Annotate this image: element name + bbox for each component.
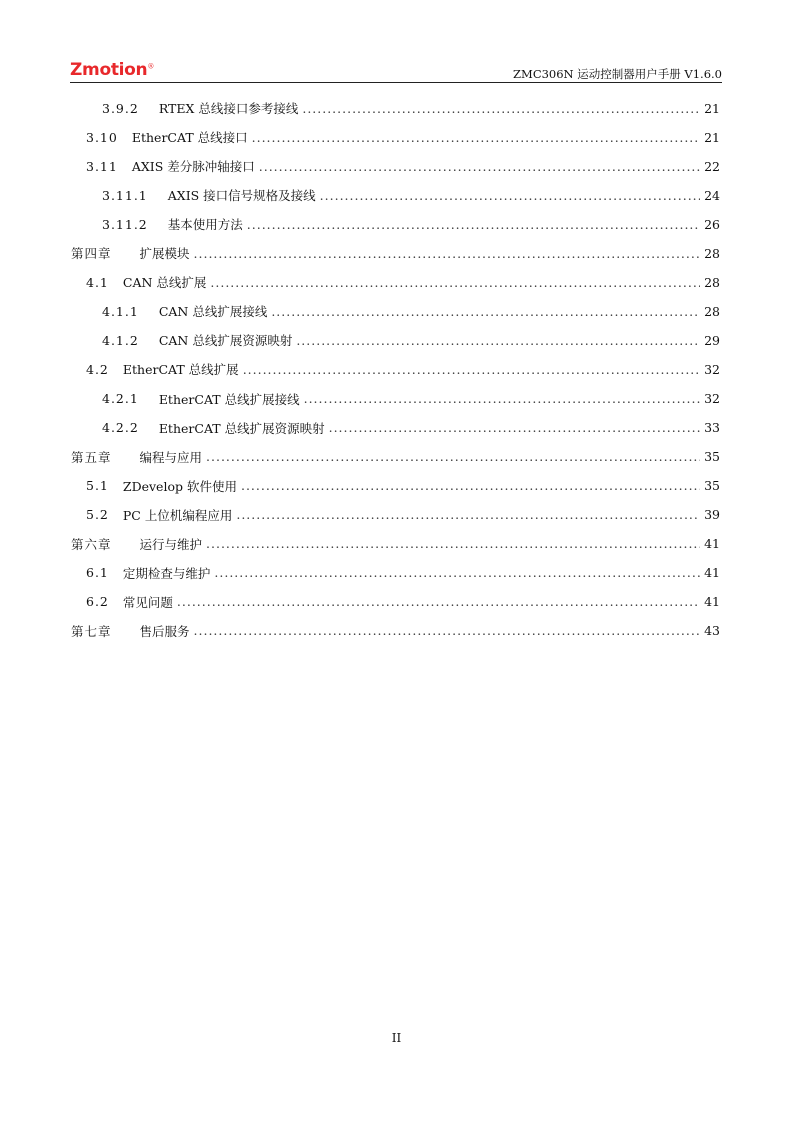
toc-entry[interactable] — [71, 617, 720, 645]
toc-entry-page: 22 — [704, 158, 720, 174]
toc-entry-number: 4.1 — [86, 274, 109, 290]
toc-entry[interactable] — [86, 472, 720, 500]
toc-dot-leader — [247, 217, 700, 232]
toc-entry[interactable] — [102, 210, 720, 238]
toc-entry-number: 第六章 — [71, 536, 112, 552]
toc-entry[interactable] — [86, 588, 720, 616]
toc-entry[interactable] — [86, 501, 720, 529]
toc-entry-number: 3.9.2 — [102, 100, 139, 116]
toc-entry-title: CAN 总线扩展资源映射 — [158, 333, 293, 349]
toc-entry-title: PC 上位机编程应用 — [122, 507, 233, 523]
toc-entry-page: 33 — [704, 420, 720, 436]
toc-entry[interactable] — [86, 559, 720, 587]
toc-entry-number: 3.11.1 — [102, 187, 148, 203]
toc-entry-page: 28 — [704, 274, 720, 290]
toc-entry-title: CAN 总线扩展接线 — [158, 304, 268, 320]
toc-dot-leader — [304, 391, 700, 406]
toc-entry-page: 32 — [704, 391, 720, 406]
toc-dot-leader — [206, 536, 700, 551]
toc-dot-leader — [329, 420, 700, 435]
zmotion-logo — [70, 60, 154, 80]
toc-dot-leader — [296, 333, 700, 348]
toc-entry[interactable] — [86, 123, 720, 151]
toc-entry-page: 24 — [704, 187, 720, 203]
toc-entry[interactable] — [86, 268, 720, 296]
toc-entry-number: 4.1.2 — [102, 332, 139, 348]
toc-entry-page: 28 — [704, 303, 720, 319]
toc-entry[interactable] — [86, 152, 720, 180]
toc-entry-number: 4.2.2 — [102, 420, 139, 436]
registered-mark: ® — [147, 62, 155, 71]
toc-entry-page: 35 — [704, 478, 720, 494]
toc-entry-title: EtherCAT 总线扩展 — [122, 362, 239, 378]
toc-entry-title: AXIS 差分脉冲轴接口 — [131, 159, 255, 175]
toc-entry-number: 4.2 — [86, 361, 109, 377]
toc-entry-number: 5.1 — [86, 478, 109, 494]
toc-entry-number: 3.10 — [86, 129, 118, 145]
toc-dot-leader — [194, 246, 700, 261]
toc-dot-leader — [206, 449, 700, 464]
toc-entry-title: 售后服务 — [139, 623, 190, 639]
toc-dot-leader — [271, 304, 700, 319]
toc-entry-number: 6.1 — [86, 565, 109, 581]
toc-entry-title: 编程与应用 — [139, 449, 203, 465]
logo-text: Zmotion — [70, 60, 148, 80]
toc-dot-leader — [241, 478, 700, 493]
toc-entry-page: 41 — [704, 536, 720, 552]
toc-entry-number: 第四章 — [71, 246, 112, 262]
toc-entry-title: EtherCAT 总线扩展接线 — [158, 391, 300, 407]
toc-entry[interactable] — [102, 297, 720, 325]
toc-entry-page: 28 — [704, 245, 720, 261]
toc-entry-page: 26 — [704, 216, 720, 232]
toc-entry-page: 21 — [704, 100, 720, 116]
toc-dot-leader — [320, 188, 700, 203]
toc-entry-page: 21 — [704, 129, 720, 145]
toc-entry-title: ZDevelop 软件使用 — [122, 478, 237, 494]
toc-entry-page: 41 — [704, 594, 720, 610]
toc-dot-leader — [252, 130, 700, 145]
toc-entry-page: 39 — [704, 507, 720, 523]
toc-entry-number: 3.11 — [86, 158, 118, 174]
toc-entry-page: 41 — [704, 565, 720, 581]
toc-dot-leader — [259, 159, 700, 174]
toc-entry[interactable] — [102, 414, 720, 442]
toc-entry-title: 基本使用方法 — [167, 217, 243, 233]
toc-dot-leader — [302, 101, 700, 116]
toc-entry-title: RTEX 总线接口参考接线 — [158, 101, 299, 116]
toc-entry-page: 32 — [704, 361, 720, 377]
toc-entry-number: 第五章 — [71, 449, 112, 465]
toc-entry[interactable] — [71, 239, 720, 267]
toc-entry-number: 4.2.1 — [102, 391, 139, 406]
toc-entry[interactable] — [102, 181, 720, 209]
page-number: II — [391, 1031, 402, 1045]
toc-entry-page: 29 — [704, 332, 720, 348]
toc-entry-page: 43 — [704, 623, 720, 639]
toc-entry-number: 5.2 — [86, 507, 109, 523]
toc-dot-leader — [243, 362, 700, 377]
toc-dot-leader — [177, 594, 700, 609]
toc-dot-leader — [214, 565, 700, 580]
toc-entry-title: CAN 总线扩展 — [122, 275, 207, 291]
toc-entry[interactable] — [71, 443, 720, 471]
toc-entry-number: 4.1.1 — [102, 303, 139, 319]
toc-entry-number: 第七章 — [71, 623, 112, 639]
toc-entry[interactable] — [102, 326, 720, 354]
toc-entry-title: AXIS 接口信号规格及接线 — [167, 188, 316, 204]
toc-entry-title: EtherCAT 总线扩展资源映射 — [158, 420, 325, 436]
document-title: ZMC306N 运动控制器用户手册 V1.6.0 — [513, 67, 722, 81]
toc-entry[interactable] — [102, 385, 720, 413]
toc-entry-title: EtherCAT 总线接口 — [131, 130, 248, 146]
toc-entry-title: 常见问题 — [122, 594, 173, 610]
toc-entry-number: 6.2 — [86, 594, 109, 610]
toc-entry[interactable] — [86, 355, 720, 383]
page-header — [70, 58, 722, 83]
toc-dot-leader — [194, 623, 700, 638]
toc-entry-number: 3.11.2 — [102, 216, 148, 232]
toc-entry-title: 定期检查与维护 — [122, 565, 211, 581]
toc-entry-title: 扩展模块 — [139, 246, 190, 262]
toc-entry[interactable] — [102, 94, 720, 122]
toc-entry[interactable] — [71, 530, 720, 558]
toc-entry-page: 35 — [704, 449, 720, 465]
toc-entry-title: 运行与维护 — [139, 536, 203, 552]
toc-dot-leader — [210, 275, 700, 290]
toc-dot-leader — [236, 507, 700, 522]
